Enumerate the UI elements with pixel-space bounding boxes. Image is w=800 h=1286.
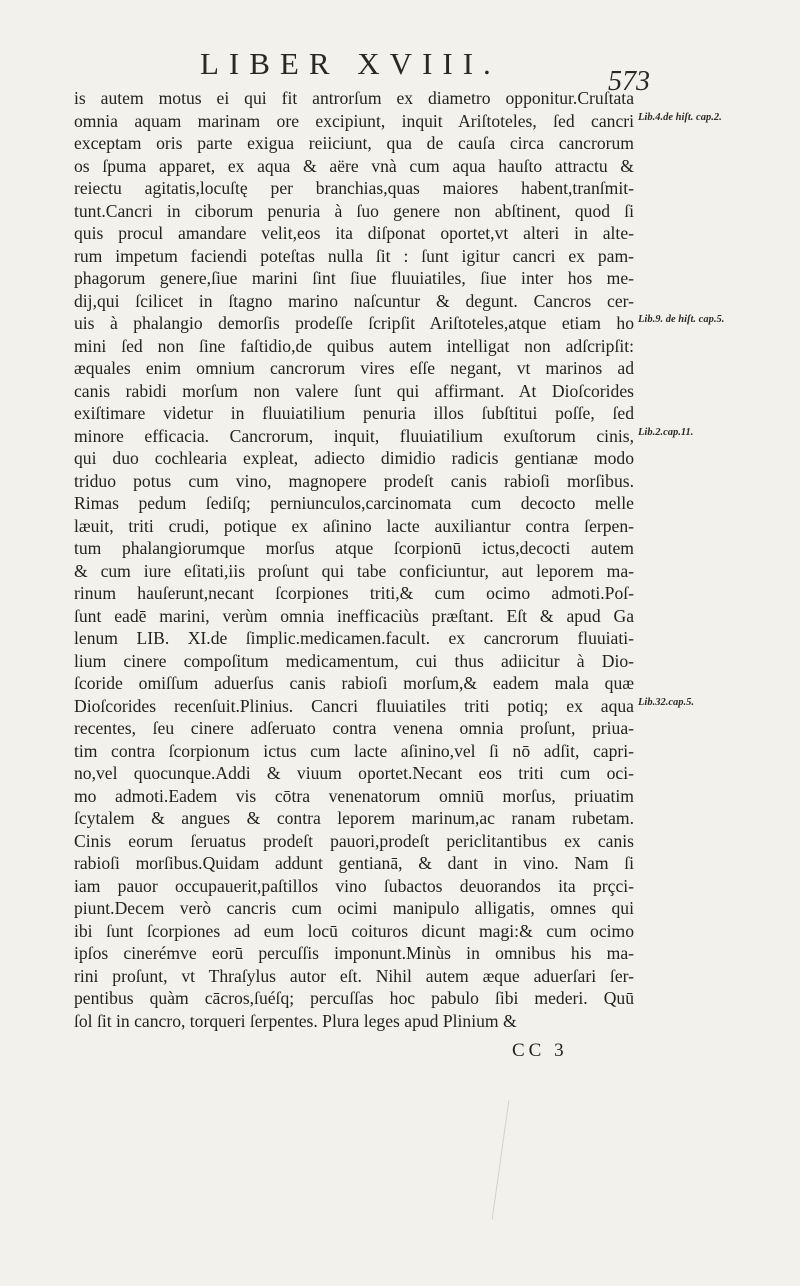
text-line: tunt.Cancri in ciborum penuria à ſuo genere non abſtinent, quod ſi [74, 200, 634, 221]
text-line: Dioſcorides recenſuit.Plinius. Cancri fluuiatiles triti potiq; ex aqua [74, 695, 634, 716]
text-line: mini ſed non ſine faſtidio,de quibus autem intelligat non adſcripſit: [74, 335, 634, 356]
text-line: os ſpuma apparet, ex aqua & aëre vnà cum aqua hauſto attractu & [74, 155, 634, 176]
running-title: LIBER XVIII. [200, 46, 501, 81]
text-line: uis à phalangio demorſis prodeſſe ſcripſit Ariſtoteles,atque etiam ho [74, 313, 634, 333]
text-line: dij,qui ſcilicet in ſtagno marino naſcuntur & degunt. Cancros cer- [74, 290, 634, 311]
text-line: ſcytalem & angues & contra leporem marinum,ac ranam rubetam. [74, 808, 634, 828]
text-line: minore efficacia. Cancrorum, inquit, fluuiatilium exuſtorum cinis, [74, 425, 634, 446]
text-line: exceptam oris parte exigua reiiciunt, qua de cauſa circa cancrorum [74, 133, 634, 153]
text-line: no,vel quocunque.Addi & viuum oportet.Necant eos triti cum oci- [74, 763, 634, 783]
margin-note: Lib.2.cap.11. [638, 426, 694, 438]
text-line: qui duo cochlearia expleat, adiecto dimidio radicis gentianæ modo [74, 448, 634, 468]
text-line: reiectu agitatis,locuſtę per branchias,quas maiores habent,tranſmit- [74, 178, 634, 198]
text-line: recentes, ſeu cinere adſeruato contra venena omnia proſunt, priua- [74, 718, 634, 738]
text-line: tim contra ſcorpionum ictus cum lacte aſinino,vel ſi nō adſit, capri- [74, 740, 634, 761]
text-line: Rimas pedum ſediſq; perniunculos,carcinomata cum decocto melle [74, 493, 634, 513]
text-line: æquales enim omnium cancrorum vires eſſe negant, vt marinos ad [74, 358, 634, 378]
text-line: lium cinere compoſitum medicamentum, cui thus adiicitur à Dio- [74, 650, 634, 671]
text-line: piunt.Decem verò cancris cum ocimi manipulo alligatis, omnes qui [74, 898, 634, 918]
text-line: rinum hauſerunt,necant ſcorpiones triti,& cum ocimo admoti.Poſ- [74, 583, 634, 603]
text-line: læuit, triti crudi, potique ex aſinino lacte auxiliantur contra ſerpen- [74, 515, 634, 536]
text-line: ibi ſunt ſcorpiones ad eum locū coituros dicunt magi:& cum ocimo [74, 920, 634, 941]
text-line: omnia aquam marinam ore excipiunt, inquit Ariſtoteles, ſed cancri [74, 110, 634, 131]
text-line: phagorum genere,ſiue marini ſint ſiue fluuiatiles, ſiue inter hos me- [74, 268, 634, 288]
text-line: pentibus quàm cācros,ſuéſq; percuſſas hoc pabulo ſibi mederi. Quū [74, 988, 634, 1008]
text-line: ſunt eadē marini, verùm omnia inefficaciùs præſtant. Eſt & apud Ga [74, 605, 634, 626]
text-line: rini proſunt, vt Thraſylus autor eſt. Nihil autem æque aduerſari ſer- [74, 965, 634, 986]
paper-blemish [492, 1101, 510, 1220]
text-line: mo admoti.Eadem vis cōtra venenatorum omniū morſus, priuatim [74, 785, 634, 806]
text-line: triduo potus cum vino, magnopere prodeſt canis rabioſi morſibus. [74, 470, 634, 491]
body-text [74, 87, 634, 1032]
text-line: iam pauor occupauerit,paſtillos vino ſubactos deuorandos ita prçci- [74, 875, 634, 896]
text-line: quis procul amandare velit,eos ita diſponat oportet,vt alteri in alte- [74, 223, 634, 243]
text-line: is autem motus ei qui fit antrorſum ex diametro opponitur.Cruſtata [74, 88, 634, 108]
text-line: lenum LIB. XI.de ſimplic.medicamen.facult. ex cancrorum fluuiati- [74, 628, 634, 648]
text-line: canis rabidi morſum non valere ſunt qui affirmant. At Dioſcorides [74, 380, 634, 401]
page-number: 573 [608, 66, 650, 97]
text-line: rabioſi morſibus.Quidam addunt gentianā, & dant in vino. Nam ſi [74, 853, 634, 873]
signature-mark: CC 3 [512, 1040, 568, 1061]
margin-note: Lib.32.cap.5. [638, 696, 694, 708]
text-line: & cum iure eſitati,iis proſunt qui tabe conficiuntur, aut leporem ma- [74, 560, 634, 581]
text-line: ipſos cinerémve eorū percuſſis imponunt.Minùs in omnibus his ma- [74, 943, 634, 963]
text-line: ſcoride omiſſum aduerſus canis rabioſi morſum,& eadem mala quæ [74, 673, 634, 693]
text-line: rum impetum faciendi poteſtas nulla ſit : ſunt igitur cancri ex pam- [74, 245, 634, 266]
text-line: Cinis eorum ſeruatus prodeſt pauori,prodeſt periclitantibus ex canis [74, 830, 634, 851]
margin-note: Lib.4.de hiſt. cap.2. [638, 111, 722, 123]
margin-note: Lib.9. de hiſt. cap.5. [638, 314, 725, 325]
text-line: tum phalangiorumque morſus atque ſcorpionū ictus,decocti autem [74, 538, 634, 558]
text-line: ſol ſit in cancro, torqueri ſerpentes. Plura leges apud Plinium & [74, 1010, 517, 1031]
text-line: exiſtimare videtur in fluuiatilium penuria illos ſubſtitui poſſe, ſed [74, 403, 634, 423]
